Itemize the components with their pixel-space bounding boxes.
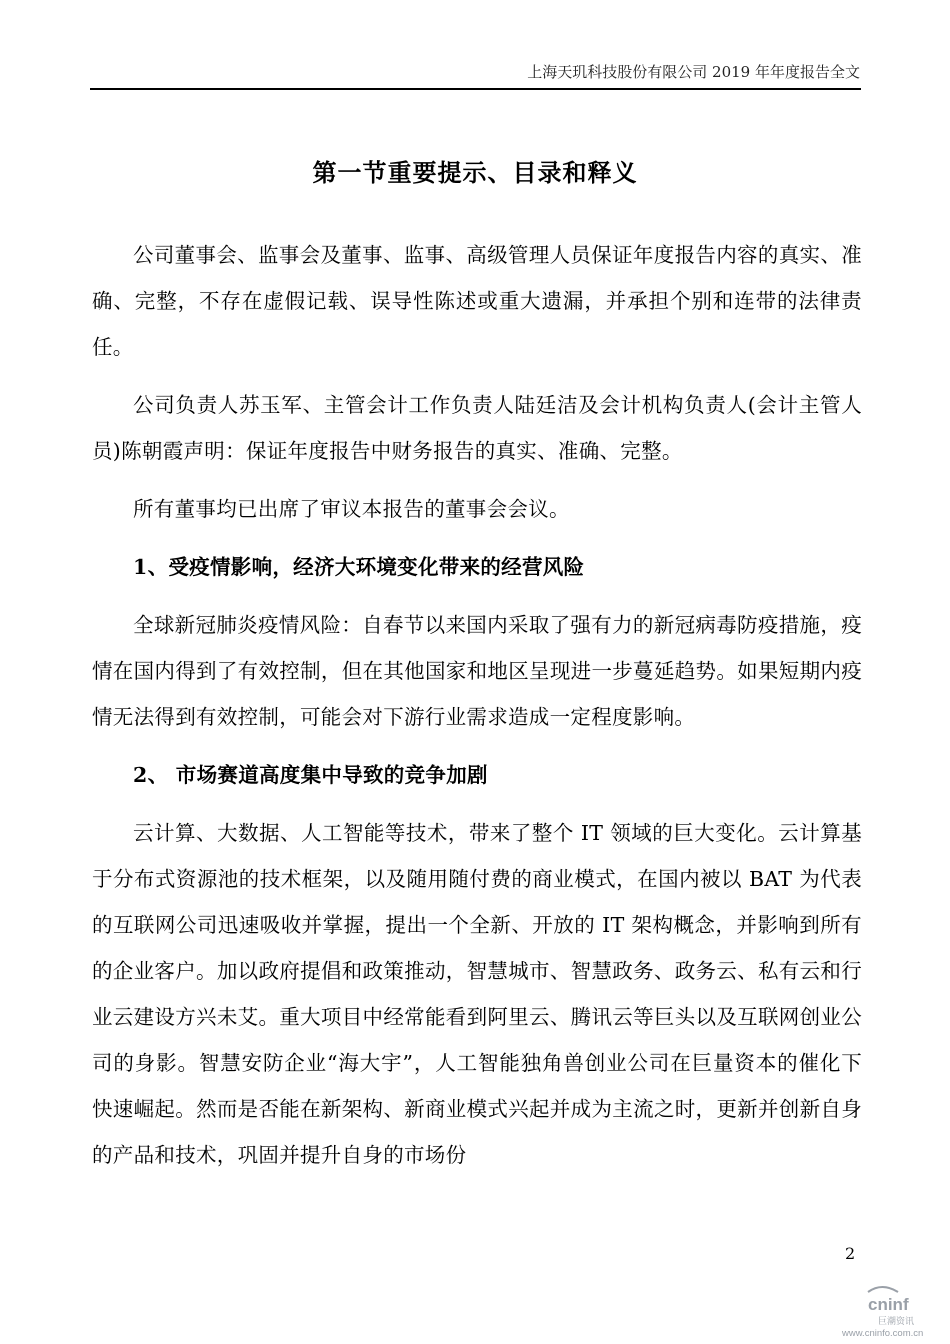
watermark-brand: cninf [868,1295,909,1314]
paragraph-officer-declaration: 公司负责人苏玉军、主管会计工作负责人陆廷洁及会计机构负责人(会计主管人员)陈朝霞声明：保证年度报告中财务报告的真实、准确、完整。 [92,393,862,463]
paragraph-epidemic-risk: 全球新冠肺炎疫情风险：自春节以来国内采取了强有力的新冠病毒防疫措施，疫情在国内得到了有效控制，但在其他国家和地区呈现进一步蔓延趋势。如果短期内疫情无法得到有效控制，可能会对下游行业需求造成一定程度影响。 [92,613,862,729]
page-number: 2 [845,1244,856,1263]
cninfo-logo-mark [868,1287,898,1292]
running-header: 上海天玑科技股份有限公司 2019 年年度报告全文 [527,63,860,81]
paragraph-responsibility-statement: 公司董事会、监事会及董事、监事、高级管理人员保证年度报告内容的真实、准确、完整，不存在虚假记载、误导性陈述或重大遗漏，并承担个别和连带的法律责任。 [92,243,862,359]
section-title: 第一节重要提示、目录和释义 [312,158,638,187]
document-body [92,232,862,1178]
header-rule [90,88,861,90]
paragraph-board-attendance: 所有董事均已出席了审议本报告的董事会会议。 [133,497,570,521]
watermark-brand-cn: 巨潮资讯 [878,1317,915,1327]
paragraph-competition-risk: 云计算、大数据、人工智能等技术，带来了整个 IT 领域的巨大变化。云计算基于分布式资源池的技术框架，以及随用随付费的商业模式，在国内被以 BAT 为代表的互联网公司迅速吸收并掌握，提出一个全新、开放的 IT 架构概念，并影响到所有的企业客户。加以政府提倡和政策推动，智慧城市、智慧政务、政务云、私有云和行业云建设方兴未艾。重大项目中经常能看到阿里云、腾讯云等巨头以及互联网创业公司的身影。智慧安防企业“海大宇”，人工智能独角兽创业公司在巨量资本的催化下快速崛起。然而是否能在新架构、新商业模式兴起并成为主流之时，更新并创新自身的产品和技术，巩固并提升自身的市场份 [92,821,862,1167]
watermark-url: www.cninfo.com.cn [842,1328,924,1339]
risk-heading-2: 2、 市场赛道高度集中导致的竞争加剧 [133,763,488,787]
cninfo-watermark-logo [838,1283,942,1339]
risk-heading-1: 1、受疫情影响，经济大环境变化带来的经营风险 [133,555,585,579]
logo-arc-icon [868,1287,898,1292]
